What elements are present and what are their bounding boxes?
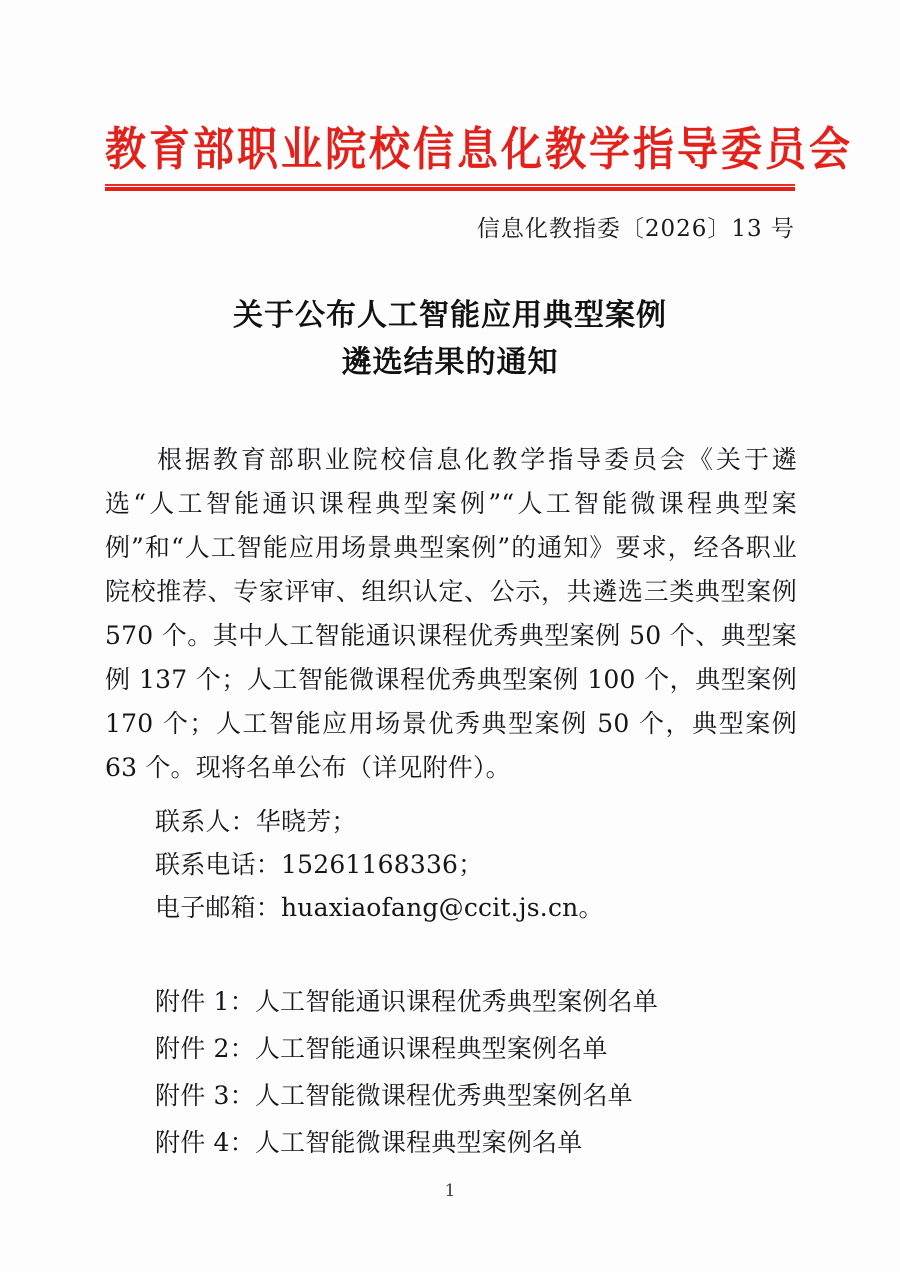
contact-person: 联系人：华晓芳； [155, 807, 357, 836]
page-title-line-2: 遴选结果的通知 [341, 345, 559, 380]
document-body [105, 438, 797, 790]
attachment-item-3: 附件 3：人工智能微课程优秀典型案例名单 [155, 1081, 633, 1110]
contact-block [105, 800, 797, 929]
letterhead [105, 118, 853, 177]
letterhead-divider [105, 184, 795, 191]
page-title-line-1: 关于公布人工智能应用典型案例 [233, 298, 667, 333]
body-paragraph: 根据教育部职业院校信息化教学指导委员会《关于遴选“人工智能通识课程典型案例”“人工智能微课程典型案例”和“人工智能应用场景典型案例”的通知》要求，经各职业院校推荐、专家评审、组织认定、公示，共遴选三类典型案例 570 个。其中人工智能通识课程优秀典型案例 50 个、典型案例 137 个；人工智能微课程优秀典型案例 100 个，典型案例 170 个；人工智能应用场景优秀典型案例 50 个，典型案例 63 个。现将名单公布（详见附件）。 [105, 445, 797, 782]
page-title [105, 292, 795, 386]
contact-phone: 联系电话：15261168336； [155, 850, 484, 879]
letterhead-organization-title: 教育部职业院校信息化教学指导委员会 [105, 122, 853, 177]
attachment-item-4: 附件 4：人工智能微课程典型案例名单 [155, 1128, 583, 1157]
letterhead-divider-thick-line [105, 187, 795, 191]
attachment-list [105, 978, 797, 1166]
contact-email: 电子邮箱：huaxiaofang@ccit.js.cn。 [155, 893, 604, 922]
attachment-item-2: 附件 2：人工智能通识课程典型案例名单 [155, 1034, 608, 1063]
document-number: 信息化教指委〔2026〕13 号 [476, 216, 795, 242]
attachment-item-1: 附件 1：人工智能通识课程优秀典型案例名单 [155, 987, 659, 1016]
page-number: 1 [444, 1181, 456, 1201]
